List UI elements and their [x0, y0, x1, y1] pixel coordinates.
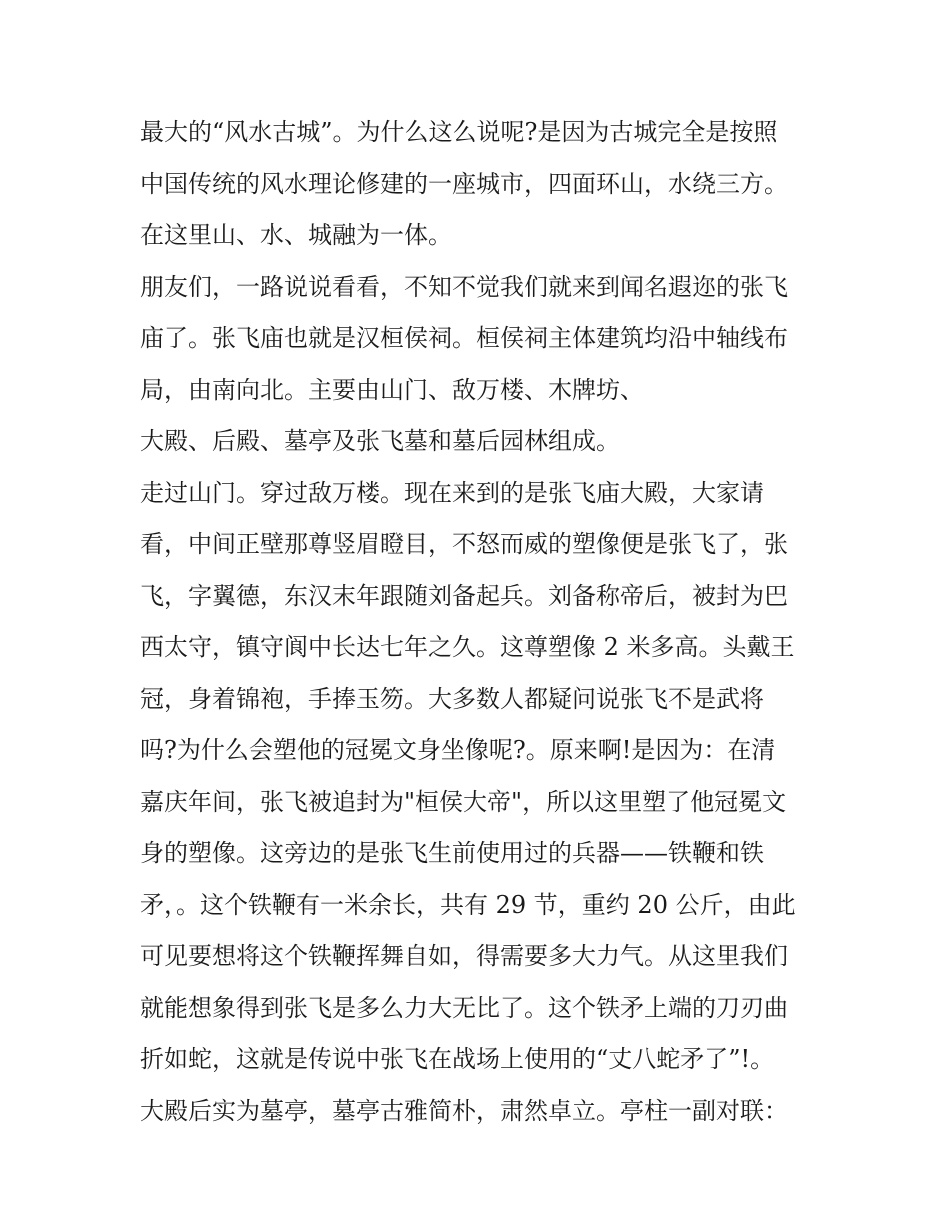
text-line: 西太守，镇守阆中长达七年之久。这尊塑像 2 米多高。头戴王	[140, 633, 795, 661]
text-line: 朋友们，一路说说看看，不知不觉我们就来到闻名遐迩的张飞	[140, 272, 788, 301]
text-line: 最大的“风水古城”。为什么这么说呢?是因为古城完全是按照	[140, 118, 778, 146]
text-line: 看，中间正壁那尊竖眉瞪目，不怒而威的塑像便是张飞了，张	[140, 530, 788, 558]
body-text	[140, 107, 820, 1137]
text-line: 走过山门。穿过敌万楼。现在来到的是张飞庙大殿，大家请	[140, 478, 764, 507]
text-line: 局，由南向北。主要由山门、敌万楼、木牌坊、	[140, 375, 644, 404]
text-line: 大殿、后殿、墓亭及张飞墓和墓后园林组成。	[140, 427, 620, 455]
text-line: 中国传统的风水理论修建的一座城市，四面环山，水绕三方。	[140, 169, 788, 198]
text-line: 嘉庆年间，张飞被追封为"桓侯大帝"，所以这里塑了他冠冕文	[140, 787, 787, 816]
text-line: 庙了。张飞庙也就是汉桓侯祠。桓侯祠主体建筑均沿中轴线布	[140, 324, 788, 352]
text-line: 折如蛇，这就是传说中张飞在战场上使用的“丈八蛇矛了”!。	[140, 1045, 775, 1073]
text-line: 就能想象得到张飞是多么力大无比了。这个铁矛上端的刀刃曲	[140, 993, 788, 1022]
text-line: 在这里山、水、城融为一体。	[140, 221, 452, 249]
text-line: 飞，字翼德，东汉末年跟随刘备起兵。刘备称帝后，被封为巴	[140, 581, 788, 610]
text-line: 身的塑像。这旁边的是张飞生前使用过的兵器——铁鞭和铁	[140, 839, 764, 867]
text-line: 大殿后实为墓亭，墓亭古雅简朴，肃然卓立。亭柱一副对联：	[140, 1096, 788, 1125]
text-line: 可见要想将这个铁鞭挥舞自如，得需要多大力气。从这里我们	[140, 942, 788, 970]
text-line: 吗?为什么会塑他的冠冕文身坐像呢?。原来啊!是因为：在清	[140, 736, 776, 764]
text-line: 矛，。这个铁鞭有一米余长，共有 29 节，重约 20 公斤，由此	[140, 890, 796, 919]
text-line: 冠，身着锦袍，手捧玉笏。大多数人都疑问说张飞不是武将	[140, 684, 764, 713]
